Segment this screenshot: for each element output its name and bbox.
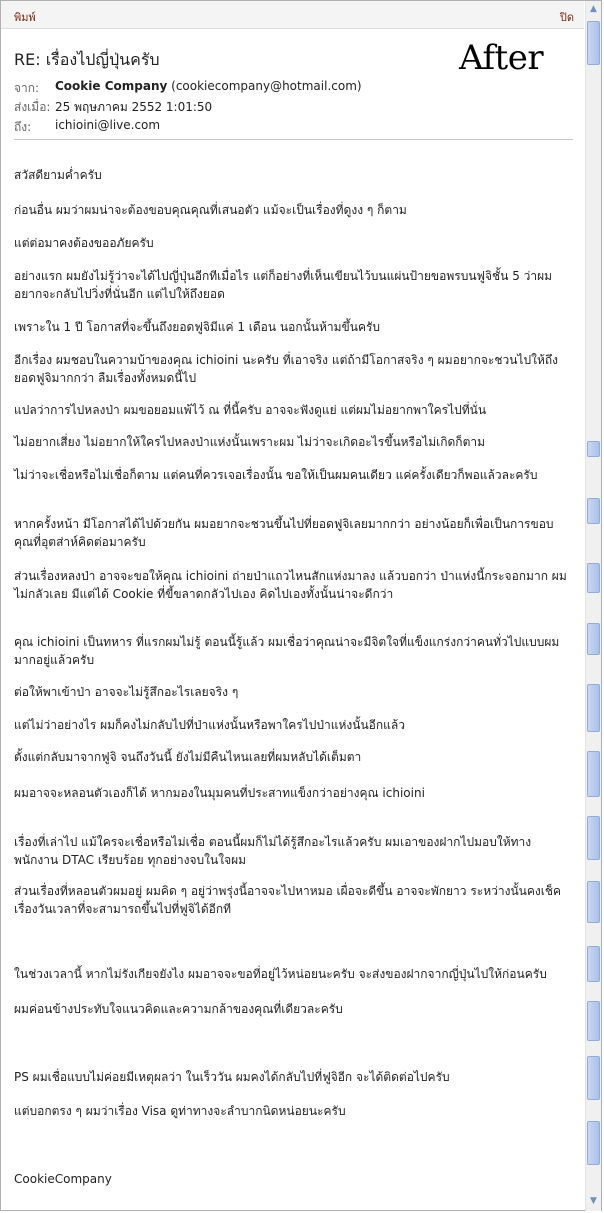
body-paragraph: PS ผมเชื่อแบบไม่ค่อยมีเหตุผลว่า ในเร็ววัน ผมคงได้กลับไปที่ฟูจิอีก จะได้ติดต่อไปครับ <box>14 1070 450 1084</box>
body-paragraph: หากครั้งหน้า มีโอกาสได้ไปด้วยกัน ผมอยากจะชวนขึ้นไปที่ยอดฟูจิเลยมากกว่า อย่างน้อยก็เพื่อเป็นการขอบ คุณที่อุตส่าห์คิดต่อมาครับ <box>14 517 554 549</box>
body-paragraph: แต่บอกตรง ๆ ผมว่าเรื่อง Visa ดูท่าทางจะลำบากนิดหน่อยนะครับ <box>14 1104 346 1118</box>
body-paragraph: คุณ ichioini เป็นทหาร ที่แรกผมไม่รู้ ตอนนี้รู้แล้ว ผมเชื่อว่าคุณน่าจะมีจิตใจที่แข็งแกร่งกว่าคนทั่วไปแบบผม มากอยู่แล้วครับ <box>14 635 560 667</box>
scroll-thumb[interactable] <box>587 751 600 797</box>
body-paragraph: ไม่อยากเสี่ยง ไม่อยากให้ใครไปหลงป่าแห่งนั้นเพราะผม ไม่ว่าจะเกิดอะไรขึ้นหรือไม่เกิดก็ตาม <box>14 435 486 449</box>
close-link[interactable]: ปิด <box>559 11 574 24</box>
scroll-thumb[interactable] <box>587 1121 600 1165</box>
body-paragraph: อย่างแรก ผมยังไม่รู้ว่าจะได้ไปญี่ปุ่นอีกทีเมื่อไร แต่ก็อย่างที่เห็นเขียนไว้บนแผ่นป้ายขอพรบนฟูจิชั้น 5 ว่าผม อยากจะกลับไปวิ่งที่นั่นอีก แต่ไปให้ถึงยอด <box>14 269 553 301</box>
body-paragraph: เรื่องที่เล่าไป แม้ใครจะเชื่อหรือไม่เชื่อ ตอนนี้ผมก็ไม่ได้รู้สึกอะไรแล้วครับ ผมเอาของฝากไปมอบให้ทาง พนักงาน DTAC เรียบร้อย ทุกอย่างจบในใจผม <box>14 835 532 867</box>
sent-label: ส่งเมื่อ: <box>14 100 51 114</box>
vertical-scrollbar[interactable] <box>585 1 601 1211</box>
scroll-thumb[interactable] <box>587 563 600 593</box>
scroll-thumb[interactable] <box>587 498 600 524</box>
scroll-thumb[interactable] <box>587 623 600 655</box>
body-paragraph: ผมค่อนข้างประทับใจแนวคิดและความกล้าของคุณที่เดียวละครับ <box>14 1002 343 1016</box>
scroll-thumb[interactable] <box>587 1001 600 1041</box>
to-label: ถึง: <box>14 120 32 134</box>
body-paragraph: ผมอาจจะหลอนตัวเองก็ได้ หากมองในมุมคนที่ประสาทแข็งกว่าอย่างคุณ ichioini <box>14 786 425 800</box>
sent-value: 25 พฤษภาคม 2552 1:01:50 <box>55 100 213 114</box>
toolbar <box>1 1 584 29</box>
from-label: จาก: <box>14 81 40 95</box>
body-paragraph: ต่อให้พาเข้าป่า อาจจะไม่รู้สึกอะไรเลยจริง ๆ <box>14 685 239 699</box>
body-paragraph: ส่วนเรื่องที่หลอนตัวผมอยู่ ผมคิด ๆ อยู่ว่าพรุ่งนี้อาจจะไปหาหมอ เผื่อจะดีขึ้น อาจจะพักยาว ระหว่างนั้นคงเช็ค เรื่องวันเวลาที่จะสามารถขึ้นไปที่ฟูจิได้อีกที <box>14 884 562 916</box>
to-value: ichioini@live.com <box>55 118 161 132</box>
body-paragraph: สวัสดียามค่ำครับ <box>14 168 102 182</box>
scroll-thumb[interactable] <box>587 816 600 860</box>
header-divider <box>14 139 573 140</box>
body-paragraph: ส่วนเรื่องหลงป่า อาจจะขอให้คุณ ichioini ถ่ายป่าแถวไหนสักแห่งมาลง แล้วบอกว่า ป่าแห่งนี้กระจอกมาก ผม ไม่กลัวเลย มีแต่ได้ Cookie ที่ขี้ขลาดกลัวไปเอง คิดไปเองทั้งนั้นน่าจะดีกว่า <box>14 569 567 601</box>
body-paragraph: เพราะใน 1 ปี โอกาสที่จะขึ้นถึงยอดฟูจิมีแค่ 1 เดือน นอกนั้นห้ามขึ้นครับ <box>14 320 381 334</box>
scroll-thumb[interactable] <box>587 684 600 732</box>
body-paragraph: แปลว่าการไปหลงป่า ผมขอยอมแพ้ไว้ ณ ที่นี้ครับ อาจจะฟังดูแย่ แต่ผมไม่อยากพาใครไปที่นั่น <box>14 403 487 417</box>
body-paragraph: ตั้งแต่กลับมาจากฟูจิ จนถึงวันนี้ ยังไม่มีคืนไหนเลยที่ผมหลับได้เต็มตา <box>14 750 362 764</box>
sender-email: (cookiecompany@hotmail.com) <box>171 79 362 93</box>
message-subject: RE: เรื่องไปญี่ปุ่นครับ <box>14 50 160 69</box>
from-value <box>55 79 362 93</box>
after-label: After <box>459 38 544 78</box>
body-paragraph: แต่ต่อมาคงต้องขออภัยครับ <box>14 236 154 250</box>
scroll-thumb[interactable] <box>587 1056 600 1100</box>
body-paragraph: ก่อนอื่น ผมว่าผมน่าจะต้องขอบคุณคุณที่เสนอตัว แม้จะเป็นเรื่องที่ดูงง ๆ ก็ตาม <box>14 203 407 217</box>
scroll-thumb[interactable] <box>587 441 600 457</box>
body-paragraph: ไม่ว่าจะเชื่อหรือไม่เชื่อก็ตาม แต่คนที่ควรเจอเรื่องนั้น ขอให้เป็นผมคนเดียว แค่ครั้งเดียวก็พอแล้วละครับ <box>14 468 538 482</box>
print-link[interactable]: พิมพ์ <box>14 11 36 24</box>
body-paragraph: อีกเรื่อง ผมชอบในความบ้าของคุณ ichioini นะครับ ที่เอาจริง แต่ถ้ามีโอกาสจริง ๆ ผมอยากจะชวนไปให้ถึง ยอดฟูจิมากกว่า ลืมเรื่องทั้งหมดนี้ไป <box>14 353 558 385</box>
signature: CookieCompany <box>14 1172 112 1186</box>
body-paragraph: ในช่วงเวลานี้ หากไม่รังเกียจยังไง ผมอาจจะขอที่อยู่ไว้หน่อยนะครับ จะส่งของฝากจากญี่ปุ่นไปให้ก่อนครับ <box>14 967 547 981</box>
scroll-down-arrow-icon[interactable]: ▼ <box>590 1196 597 1206</box>
scroll-thumb[interactable] <box>587 21 600 65</box>
scroll-thumb[interactable] <box>587 881 600 923</box>
sender-name: Cookie Company <box>55 79 168 93</box>
body-paragraph: แต่ไม่ว่าอย่างไร ผมก็คงไม่กลับไปที่ป่าแห่งนั้นหรือพาใครไปป่าแห่งนั้นอีกแล้ว <box>14 718 405 732</box>
scroll-up-arrow-icon[interactable]: ▲ <box>590 4 597 14</box>
scroll-thumb[interactable] <box>587 946 600 982</box>
